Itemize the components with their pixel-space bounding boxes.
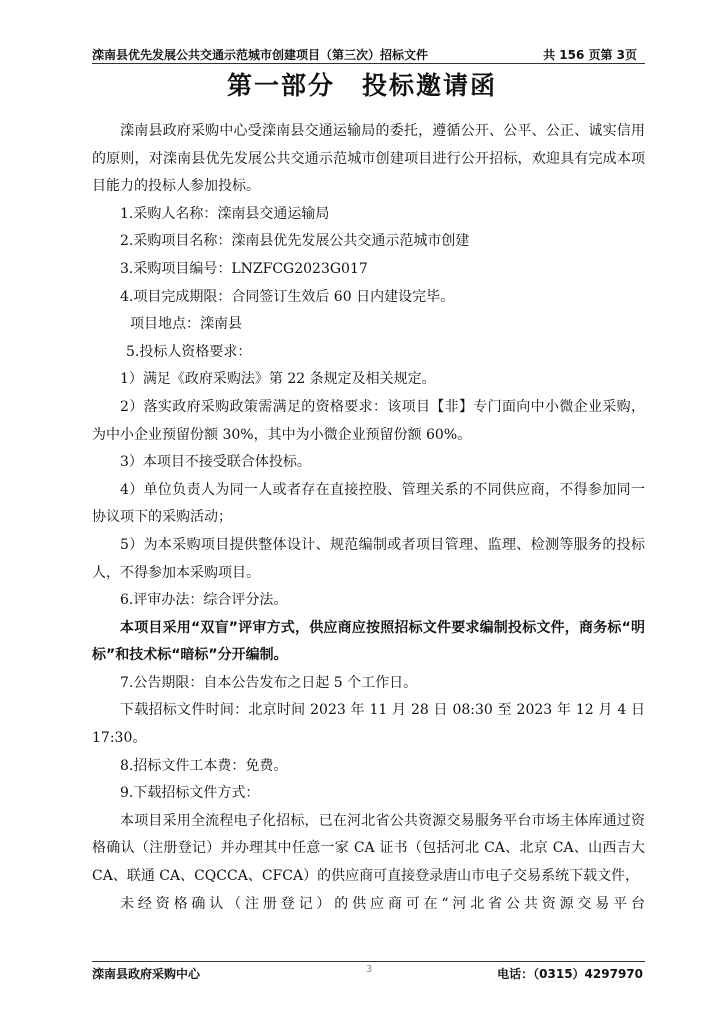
download-method-paragraph: 本项目采用全流程电子化招标，已在河北省公共资源交易服务平台市场主体库通过资格确认（注册登记）并办理其中任意一家 CA 证书（包括河北 CA、北京 CA、山西吉大 CA、联通 CA、CQCCA、CFCA）的供应商可直接登录唐山市电子交易系统下载文件， [92, 812, 645, 885]
footer-organization: 滦南县政府采购中心 [92, 967, 201, 981]
header-page-info: 共 156 页第 3页 [543, 48, 637, 62]
header-document-title: 滦南县优先发展公共交通示范城市创建项目（第三次）招标文件 [92, 48, 429, 62]
project-name: 2.采购项目名称：滦南县优先发展公共交通示范城市创建 [120, 233, 470, 250]
page-footer [92, 961, 645, 982]
intro-paragraph: 滦南县政府采购中心受滦南县交通运输局的委托，遵循公开、公平、公正、诚实信用的原则，对滦南县优先发展公共交通示范城市创建项目进行公开招标，欢迎具有完成本项目能力的投标人参加投标。 [92, 123, 645, 195]
document-fee: 8.招标文件工本费：免费。 [120, 757, 288, 774]
project-location: 项目地点：滦南县 [130, 316, 242, 333]
double-blind-notice: 本项目采用“双盲”评审方式，供应商应按照招标文件要求编制投标文件，商务标“明标”和技术标“暗标”分开编制。 [92, 619, 645, 664]
evaluation-method: 6.评审办法：综合评分法。 [120, 592, 288, 609]
page-header [92, 45, 645, 64]
qualification-item-3: 3）本项目不接受联合体投标。 [120, 454, 311, 471]
project-number: 3.采购项目编号：LNZFCG2023G017 [120, 260, 368, 277]
qualification-item-2: 2）落实政府采购政策需满足的资格要求：该项目【非】专门面向中小微企业采购，为中小企业预留份额 30%，其中为小微企业预留份额 60%。 [92, 398, 645, 443]
invitation-body [92, 118, 645, 918]
announcement-period: 7.公告期限：自本公告发布之日起 5 个工作日。 [120, 674, 418, 691]
download-method-heading: 9.下载招标文件方式： [120, 785, 260, 802]
section-title: 第一部分 投标邀请函 [226, 71, 497, 100]
footer-phone: 电话：（0315）4297970 [497, 967, 643, 981]
purchaser-name: 1.采购人名称：滦南县交通运输局 [120, 205, 330, 222]
qualification-item-1: 1）满足《政府采购法》第 22 条规定及相关规定。 [120, 371, 436, 388]
qualification-item-4: 4）单位负责人为同一人或者存在直接控股、管理关系的不同供应商，不得参加同一协议项下的采购活动； [92, 481, 645, 526]
qualification-heading: 5.投标人资格要求： [126, 343, 252, 360]
download-time: 下载招标文件时间：北京时间 2023 年 11 月 28 日 08:30 至 2023 年 12 月 4 日 17:30。 [92, 702, 645, 747]
download-method-continued: 未经资格确认（注册登记）的供应商可在“河北省公共资源交易平台 [120, 895, 645, 912]
completion-period: 4.项目完成期限：合同签订生效后 60 日内建设完毕。 [120, 288, 455, 305]
footer-page-number: 3 [366, 964, 373, 975]
qualification-item-5: 5）为本采购项目提供整体设计、规范编制或者项目管理、监理、检测等服务的投标人，不得参加本采购项目。 [92, 536, 645, 581]
